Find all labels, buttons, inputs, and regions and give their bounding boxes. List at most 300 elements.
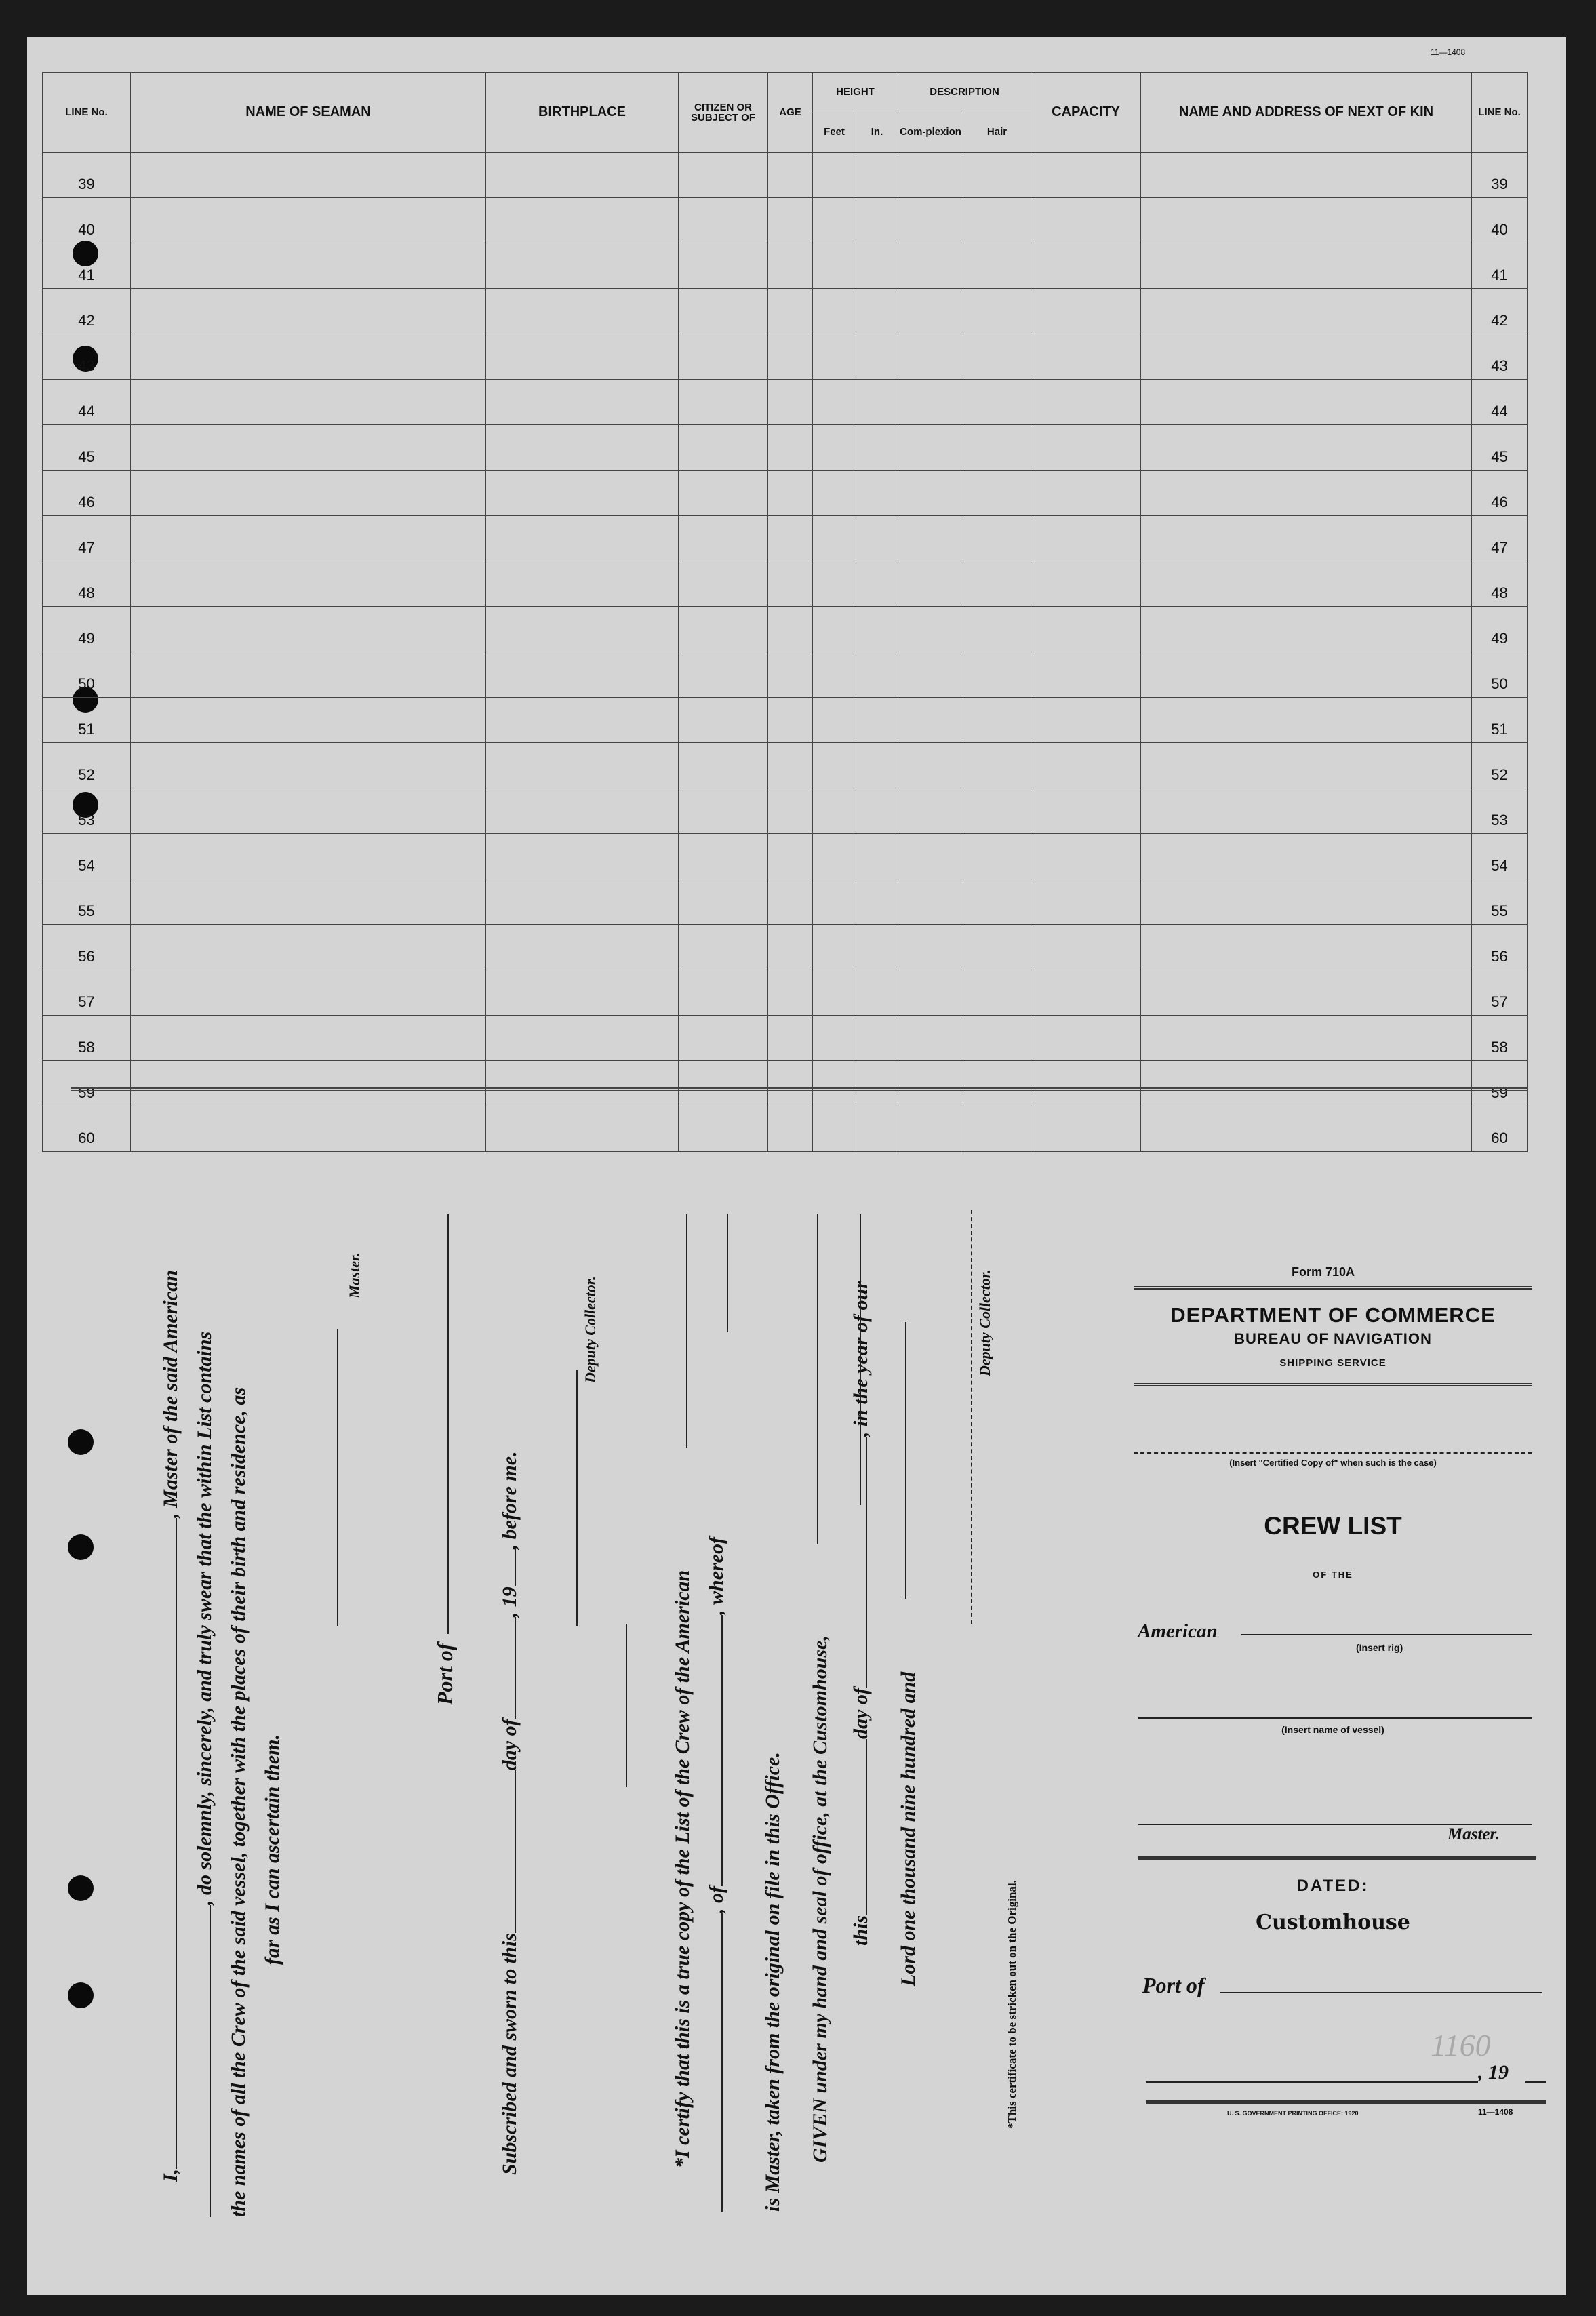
entry-cell bbox=[813, 380, 856, 425]
cover-master: Master. bbox=[1448, 1825, 1500, 1843]
line-number: 44 bbox=[43, 380, 131, 425]
cover-insert-rig: (Insert rig) bbox=[1356, 1642, 1403, 1653]
entry-cell bbox=[679, 471, 768, 516]
line-number: 58 bbox=[43, 1016, 131, 1061]
entry-cell bbox=[486, 1106, 679, 1152]
entry-cell bbox=[813, 879, 856, 925]
line-number-right: 53 bbox=[1472, 788, 1528, 834]
entry-cell bbox=[486, 743, 679, 788]
entry-cell bbox=[768, 925, 813, 970]
entry-cell bbox=[131, 380, 486, 425]
table-row bbox=[43, 788, 1528, 834]
entry-cell bbox=[131, 153, 486, 198]
entry-cell bbox=[679, 879, 768, 925]
entry-cell bbox=[486, 970, 679, 1016]
cert-whereof-line bbox=[727, 1214, 728, 1332]
line-number-right: 57 bbox=[1472, 970, 1528, 1016]
cover-lower-rule bbox=[1138, 1856, 1536, 1860]
cover-service: SHIPPING SERVICE bbox=[1279, 1357, 1386, 1369]
table-row bbox=[43, 698, 1528, 743]
cover-top-rule bbox=[1134, 1286, 1532, 1290]
entry-cell bbox=[963, 471, 1031, 516]
entry-cell bbox=[768, 334, 813, 380]
crew-table-body bbox=[43, 153, 1528, 1152]
entry-cell bbox=[856, 925, 898, 970]
entry-cell bbox=[898, 743, 963, 788]
entry-cell bbox=[963, 607, 1031, 652]
cover-printer: U. S. GOVERNMENT PRINTING OFFICE: 1920 bbox=[1227, 2110, 1359, 2117]
oath-deputy-collector: Deputy Collector. bbox=[582, 1276, 599, 1383]
entry-cell bbox=[131, 1106, 486, 1152]
entry-cell bbox=[486, 607, 679, 652]
table-row bbox=[43, 652, 1528, 698]
entry-cell bbox=[963, 153, 1031, 198]
entry-cell bbox=[768, 471, 813, 516]
line-number-right: 43 bbox=[1472, 334, 1528, 380]
entry-cell bbox=[1031, 380, 1141, 425]
entry-cell bbox=[131, 607, 486, 652]
cover-port-of: Port of bbox=[1142, 1973, 1205, 1997]
line-number-right: 52 bbox=[1472, 743, 1528, 788]
cert-footnote: *This certificate to be stricken out on the Original. bbox=[1005, 1880, 1018, 2129]
entry-cell bbox=[813, 1061, 856, 1106]
header-complexion: Com-plexion bbox=[898, 111, 963, 153]
entry-cell bbox=[768, 1106, 813, 1152]
entry-cell bbox=[1031, 788, 1141, 834]
entry-cell bbox=[1031, 243, 1141, 289]
entry-cell bbox=[768, 788, 813, 834]
entry-cell bbox=[679, 516, 768, 561]
cover-crew-list-title: CREW LIST bbox=[1264, 1512, 1402, 1540]
entry-cell bbox=[813, 607, 856, 652]
table-bottom-rule bbox=[71, 1087, 1527, 1091]
line-number: 56 bbox=[43, 925, 131, 970]
entry-cell bbox=[813, 289, 856, 334]
line-number: 60 bbox=[43, 1106, 131, 1152]
entry-cell bbox=[856, 1061, 898, 1106]
entry-cell bbox=[486, 652, 679, 698]
entry-cell bbox=[131, 198, 486, 243]
entry-cell bbox=[898, 153, 963, 198]
entry-cell bbox=[963, 652, 1031, 698]
entry-cell bbox=[131, 1061, 486, 1106]
line-number-right: 44 bbox=[1472, 380, 1528, 425]
entry-cell bbox=[813, 334, 856, 380]
entry-cell bbox=[1141, 1061, 1472, 1106]
cover-department: DEPARTMENT OF COMMERCE bbox=[1170, 1303, 1496, 1327]
cover-insert-name: (Insert name of vessel) bbox=[1281, 1724, 1384, 1735]
entry-cell bbox=[898, 607, 963, 652]
entry-cell bbox=[963, 198, 1031, 243]
oath-subscribed: Subscribed and sworn to thisday of, 19, before me. bbox=[498, 1451, 521, 2175]
line-number: 59 bbox=[43, 1061, 131, 1106]
cover-bottom-rule bbox=[1146, 2100, 1546, 2104]
entry-cell bbox=[1031, 1016, 1141, 1061]
entry-cell bbox=[963, 516, 1031, 561]
rig-line bbox=[1241, 1634, 1532, 1635]
entry-cell bbox=[486, 289, 679, 334]
entry-cell bbox=[768, 743, 813, 788]
entry-cell bbox=[813, 970, 856, 1016]
entry-cell bbox=[679, 607, 768, 652]
entry-cell bbox=[898, 380, 963, 425]
line-number: 53 bbox=[43, 788, 131, 834]
entry-cell bbox=[679, 1016, 768, 1061]
entry-cell bbox=[1141, 334, 1472, 380]
entry-cell bbox=[813, 561, 856, 607]
entry-cell bbox=[1141, 516, 1472, 561]
entry-cell bbox=[898, 516, 963, 561]
entry-cell bbox=[1031, 1061, 1141, 1106]
entry-cell bbox=[768, 1016, 813, 1061]
header-capacity: CAPACITY bbox=[1031, 73, 1141, 153]
entry-cell bbox=[1031, 970, 1141, 1016]
entry-cell bbox=[856, 1016, 898, 1061]
entry-cell bbox=[131, 970, 486, 1016]
entry-cell bbox=[963, 1106, 1031, 1152]
line-number-right: 40 bbox=[1472, 198, 1528, 243]
line-number-right: 60 bbox=[1472, 1106, 1528, 1152]
table-row bbox=[43, 925, 1528, 970]
entry-cell bbox=[963, 879, 1031, 925]
entry-cell bbox=[131, 289, 486, 334]
cert-american-line bbox=[686, 1214, 687, 1448]
line-number: 51 bbox=[43, 698, 131, 743]
entry-cell bbox=[1141, 652, 1472, 698]
entry-cell bbox=[131, 334, 486, 380]
entry-cell bbox=[898, 1016, 963, 1061]
entry-cell bbox=[898, 970, 963, 1016]
entry-cell bbox=[486, 1061, 679, 1106]
crew-table bbox=[42, 72, 1528, 1152]
entry-cell bbox=[768, 153, 813, 198]
line-number-right: 50 bbox=[1472, 652, 1528, 698]
entry-cell bbox=[131, 879, 486, 925]
entry-cell bbox=[1031, 879, 1141, 925]
table-row bbox=[43, 380, 1528, 425]
header-line-no: LINE No. bbox=[43, 73, 131, 153]
entry-cell bbox=[898, 198, 963, 243]
entry-cell bbox=[486, 243, 679, 289]
entry-cell bbox=[131, 561, 486, 607]
line-number: 42 bbox=[43, 289, 131, 334]
entry-cell bbox=[963, 743, 1031, 788]
line-number: 50 bbox=[43, 652, 131, 698]
entry-cell bbox=[1031, 153, 1141, 198]
cover-form-bottom: 11—1408 bbox=[1478, 2107, 1513, 2117]
punch-hole bbox=[68, 1429, 94, 1455]
entry-cell bbox=[963, 834, 1031, 879]
entry-cell bbox=[679, 1106, 768, 1152]
entry-cell bbox=[679, 925, 768, 970]
entry-cell bbox=[856, 516, 898, 561]
entry-cell bbox=[768, 425, 813, 471]
entry-cell bbox=[679, 652, 768, 698]
entry-cell bbox=[898, 243, 963, 289]
entry-cell bbox=[856, 1106, 898, 1152]
entry-cell bbox=[768, 289, 813, 334]
entry-cell bbox=[898, 289, 963, 334]
entry-cell bbox=[486, 1016, 679, 1061]
entry-cell bbox=[1141, 243, 1472, 289]
entry-cell bbox=[131, 698, 486, 743]
entry-cell bbox=[856, 289, 898, 334]
entry-cell bbox=[856, 425, 898, 471]
certified-copy-line bbox=[1134, 1452, 1532, 1454]
header-height: HEIGHT bbox=[813, 73, 898, 111]
port-line bbox=[1220, 1992, 1542, 1993]
entry-cell bbox=[856, 652, 898, 698]
entry-cell bbox=[1031, 198, 1141, 243]
punch-hole bbox=[68, 1982, 94, 2008]
entry-cell bbox=[768, 607, 813, 652]
entry-cell bbox=[486, 561, 679, 607]
entry-cell bbox=[963, 1016, 1031, 1061]
entry-cell bbox=[1141, 1016, 1472, 1061]
entry-cell bbox=[486, 788, 679, 834]
entry-cell bbox=[856, 243, 898, 289]
entry-cell bbox=[131, 743, 486, 788]
entry-cell bbox=[1031, 425, 1141, 471]
entry-cell bbox=[131, 925, 486, 970]
table-row bbox=[43, 1061, 1528, 1106]
entry-cell bbox=[679, 698, 768, 743]
table-row bbox=[43, 425, 1528, 471]
vessel-name-line bbox=[1138, 1717, 1532, 1719]
year-line bbox=[1525, 2081, 1546, 2083]
entry-cell bbox=[813, 425, 856, 471]
header-age: AGE bbox=[768, 73, 813, 153]
line-number: 46 bbox=[43, 471, 131, 516]
table-row bbox=[43, 334, 1528, 380]
entry-cell bbox=[856, 970, 898, 1016]
entry-cell bbox=[1031, 925, 1141, 970]
cert-customhouse-line bbox=[817, 1214, 818, 1544]
entry-cell bbox=[486, 380, 679, 425]
line-number: 47 bbox=[43, 516, 131, 561]
oath-line-3: the names of all the Crew of the said vessel, together with the places of their birth and residence, as bbox=[227, 1386, 250, 2217]
table-row bbox=[43, 743, 1528, 788]
table-row bbox=[43, 198, 1528, 243]
entry-cell bbox=[1141, 289, 1472, 334]
entry-cell bbox=[898, 652, 963, 698]
entry-cell bbox=[963, 561, 1031, 607]
entry-cell bbox=[856, 607, 898, 652]
entry-cell bbox=[856, 788, 898, 834]
entry-cell bbox=[679, 425, 768, 471]
entry-cell bbox=[679, 198, 768, 243]
entry-cell bbox=[1141, 607, 1472, 652]
entry-cell bbox=[1031, 698, 1141, 743]
table-row bbox=[43, 153, 1528, 198]
entry-cell bbox=[1141, 1106, 1472, 1152]
entry-cell bbox=[1141, 743, 1472, 788]
entry-cell bbox=[856, 698, 898, 743]
entry-cell bbox=[131, 471, 486, 516]
table-row bbox=[43, 970, 1528, 1016]
cert-signature-line bbox=[971, 1210, 972, 1624]
entry-cell bbox=[1031, 834, 1141, 879]
header-name-of-seaman: NAME OF SEAMAN bbox=[131, 73, 486, 153]
entry-cell bbox=[679, 788, 768, 834]
oath-line-1: I,, Master of the said American bbox=[159, 1270, 182, 2182]
entry-cell bbox=[813, 788, 856, 834]
entry-cell bbox=[898, 1106, 963, 1152]
entry-cell bbox=[486, 334, 679, 380]
entry-cell bbox=[963, 334, 1031, 380]
cert-line-4: GIVEN under my hand and seal of office, at the Customhouse, bbox=[809, 1635, 831, 2163]
entry-cell bbox=[856, 153, 898, 198]
entry-cell bbox=[813, 153, 856, 198]
entry-cell bbox=[963, 698, 1031, 743]
line-number-right: 59 bbox=[1472, 1061, 1528, 1106]
table-row bbox=[43, 879, 1528, 925]
entry-cell bbox=[813, 1016, 856, 1061]
oath-port-of: Port of bbox=[433, 1643, 457, 1705]
entry-cell bbox=[963, 243, 1031, 289]
table-row bbox=[43, 834, 1528, 879]
entry-cell bbox=[486, 516, 679, 561]
line-number-right: 46 bbox=[1472, 471, 1528, 516]
cover-american: American bbox=[1138, 1620, 1218, 1642]
cert-deputy-collector: Deputy Collector. bbox=[976, 1269, 993, 1376]
entry-cell bbox=[486, 879, 679, 925]
line-number: 57 bbox=[43, 970, 131, 1016]
entry-cell bbox=[1031, 1106, 1141, 1152]
cert-line-5: thisday of, in the year of our bbox=[850, 1281, 872, 1946]
line-number-right: 41 bbox=[1472, 243, 1528, 289]
entry-cell bbox=[131, 652, 486, 698]
entry-cell bbox=[856, 879, 898, 925]
entry-cell bbox=[679, 334, 768, 380]
line-number-right: 45 bbox=[1472, 425, 1528, 471]
entry-cell bbox=[898, 698, 963, 743]
entry-cell bbox=[679, 289, 768, 334]
header-next-of-kin: NAME AND ADDRESS OF NEXT OF KIN bbox=[1141, 73, 1472, 153]
entry-cell bbox=[1031, 607, 1141, 652]
table-row bbox=[43, 561, 1528, 607]
entry-cell bbox=[1141, 970, 1472, 1016]
entry-cell bbox=[768, 198, 813, 243]
table-row bbox=[43, 243, 1528, 289]
line-number-right: 48 bbox=[1472, 561, 1528, 607]
oath-line-4: far as I can ascertain them. bbox=[261, 1734, 283, 1965]
entry-cell bbox=[813, 198, 856, 243]
entry-cell bbox=[1141, 471, 1472, 516]
header-line-no-right: LINE No. bbox=[1472, 73, 1528, 153]
cert-line-3: is Master, taken from the original on file in this Office. bbox=[761, 1752, 784, 2212]
cover-form-number: Form 710A bbox=[1292, 1265, 1355, 1279]
entry-cell bbox=[813, 471, 856, 516]
entry-cell bbox=[898, 334, 963, 380]
line-number: 55 bbox=[43, 879, 131, 925]
punch-hole bbox=[68, 1875, 94, 1901]
cover-insert-certified: (Insert "Certified Copy of" when such is the case) bbox=[1229, 1458, 1437, 1468]
entry-cell bbox=[131, 1016, 486, 1061]
line-number-right: 54 bbox=[1472, 834, 1528, 879]
line-number-right: 56 bbox=[1472, 925, 1528, 970]
entry-cell bbox=[679, 243, 768, 289]
cover-of-the: OF THE bbox=[1313, 1570, 1353, 1580]
line-number: 39 bbox=[43, 153, 131, 198]
entry-cell bbox=[813, 698, 856, 743]
entry-cell bbox=[898, 425, 963, 471]
entry-cell bbox=[1031, 516, 1141, 561]
entry-cell bbox=[131, 788, 486, 834]
entry-cell bbox=[1141, 925, 1472, 970]
entry-cell bbox=[679, 834, 768, 879]
form-number-top: 11—1408 bbox=[1431, 47, 1466, 57]
table-row bbox=[43, 471, 1528, 516]
entry-cell bbox=[813, 925, 856, 970]
entry-cell bbox=[679, 380, 768, 425]
entry-cell bbox=[486, 698, 679, 743]
cert-line-2: , of, whereof bbox=[705, 1537, 728, 2212]
entry-cell bbox=[856, 471, 898, 516]
entry-cell bbox=[768, 879, 813, 925]
entry-cell bbox=[963, 925, 1031, 970]
entry-cell bbox=[963, 380, 1031, 425]
entry-cell bbox=[768, 834, 813, 879]
cover-dated: DATED: bbox=[1296, 1877, 1370, 1895]
line-number: 48 bbox=[43, 561, 131, 607]
table-row bbox=[43, 1106, 1528, 1152]
cert-line-1: *I certify that this is a true copy of the List of the Crew of the American bbox=[671, 1570, 694, 2168]
entry-cell bbox=[1031, 743, 1141, 788]
entry-cell bbox=[898, 925, 963, 970]
line-number: 54 bbox=[43, 834, 131, 879]
entry-cell bbox=[813, 1106, 856, 1152]
entry-cell bbox=[963, 788, 1031, 834]
entry-cell bbox=[486, 153, 679, 198]
line-number: 52 bbox=[43, 743, 131, 788]
entry-cell bbox=[486, 925, 679, 970]
entry-cell bbox=[131, 834, 486, 879]
entry-cell bbox=[768, 243, 813, 289]
cover-nineteen: , 19 bbox=[1478, 2061, 1509, 2083]
entry-cell bbox=[679, 1061, 768, 1106]
entry-cell bbox=[898, 471, 963, 516]
cover-mid-rule bbox=[1134, 1383, 1532, 1386]
oath-master-label: Master. bbox=[346, 1252, 363, 1298]
header-description: DESCRIPTION bbox=[898, 73, 1031, 111]
entry-cell bbox=[1141, 879, 1472, 925]
line-number: 41 bbox=[43, 243, 131, 289]
line-number: 49 bbox=[43, 607, 131, 652]
entry-cell bbox=[856, 743, 898, 788]
line-number-right: 58 bbox=[1472, 1016, 1528, 1061]
entry-cell bbox=[679, 970, 768, 1016]
entry-cell bbox=[1141, 153, 1472, 198]
header-birthplace: BIRTHPLACE bbox=[486, 73, 679, 153]
line-number: 40 bbox=[43, 198, 131, 243]
entry-cell bbox=[1141, 380, 1472, 425]
cover-customhouse: Customhouse bbox=[1256, 1911, 1410, 1934]
table-row bbox=[43, 516, 1528, 561]
entry-cell bbox=[856, 198, 898, 243]
entry-cell bbox=[768, 970, 813, 1016]
entry-cell bbox=[1141, 834, 1472, 879]
entry-cell bbox=[486, 425, 679, 471]
table-row bbox=[43, 1016, 1528, 1061]
header-hair: Hair bbox=[963, 111, 1031, 153]
entry-cell bbox=[856, 380, 898, 425]
entry-cell bbox=[1141, 698, 1472, 743]
line-number-right: 47 bbox=[1472, 516, 1528, 561]
punch-hole bbox=[68, 1534, 94, 1560]
entry-cell bbox=[898, 879, 963, 925]
entry-cell bbox=[813, 516, 856, 561]
